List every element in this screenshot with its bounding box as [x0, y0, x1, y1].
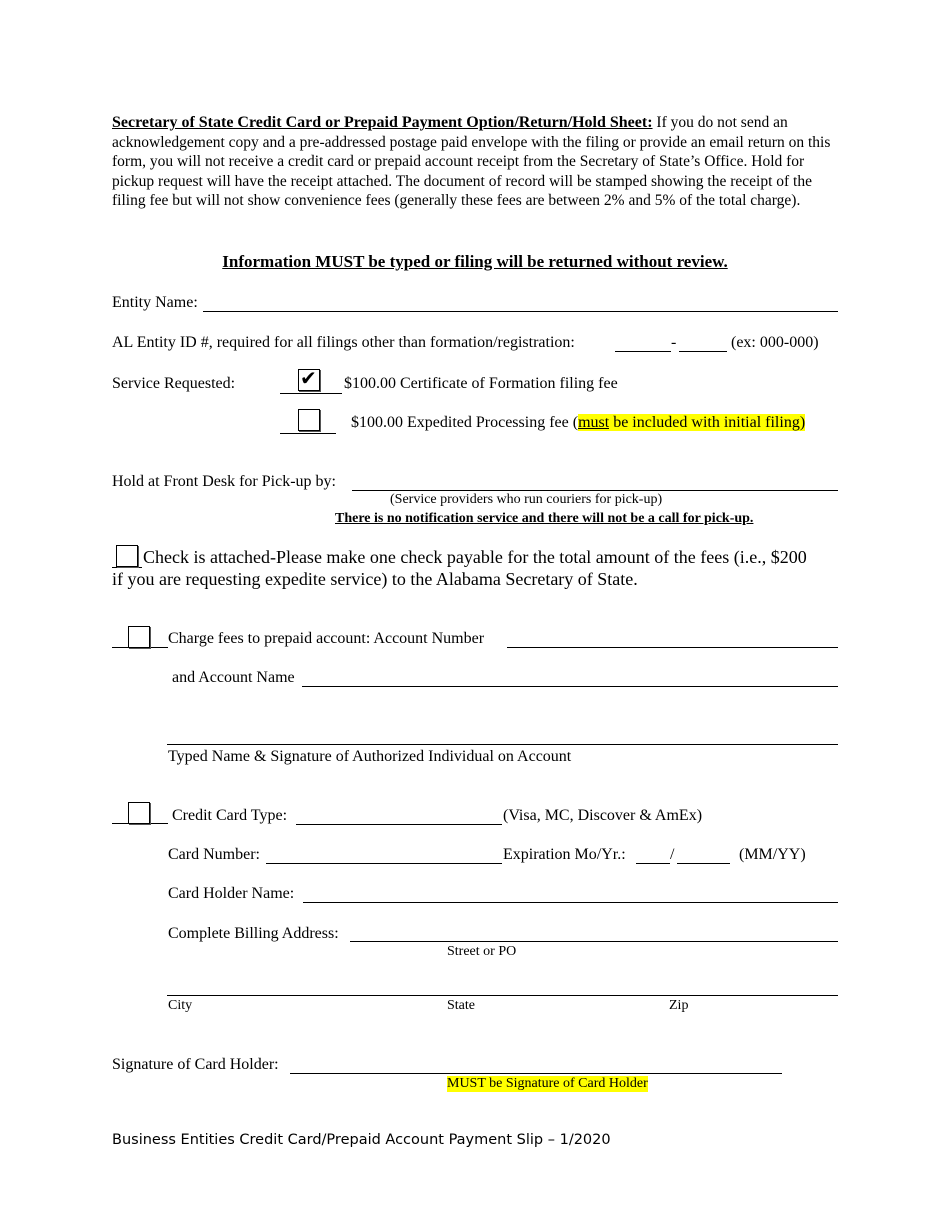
check-underline — [112, 567, 142, 568]
entity-id-label: AL Entity ID #, required for all filings other than formation/registration: — [112, 334, 575, 351]
entity-id-part1-field[interactable] — [615, 351, 671, 352]
zip-label: Zip — [669, 998, 689, 1013]
expedited-fee-checkbox[interactable] — [298, 409, 320, 431]
check-line1: Check is attached-Please make one check payable for the total amount of the fees (i.e., $200 — [143, 547, 807, 567]
formation-fee-label: $100.00 Certificate of Formation filing fee — [344, 375, 618, 392]
formation-fee-checkbox[interactable] — [298, 369, 320, 391]
service-option1-underline — [280, 393, 342, 394]
hold-warning: There is no notification service and there will not be a call for pick-up. — [335, 511, 754, 526]
card-holder-field[interactable] — [303, 902, 838, 903]
card-holder-label: Card Holder Name: — [168, 885, 295, 902]
card-type-field[interactable] — [296, 824, 502, 825]
expiration-hint: (MM/YY) — [739, 846, 806, 863]
service-label: Service Requested: — [112, 375, 236, 392]
credit-card-checkbox[interactable] — [128, 802, 150, 824]
prepaid-label: Charge fees to prepaid account: Account Number — [168, 630, 485, 647]
entity-id-dash: - — [671, 334, 677, 351]
hold-label: Hold at Front Desk for Pick-up by: — [112, 473, 336, 490]
card-number-field[interactable] — [266, 863, 502, 864]
hold-note: (Service providers who run couriers for pick-up) — [390, 492, 663, 507]
street-label: Street or PO — [447, 944, 517, 959]
hold-pickup-field[interactable] — [352, 490, 838, 491]
card-type-label: Credit Card Type: — [172, 807, 288, 824]
billing-address-label: Complete Billing Address: — [168, 925, 339, 942]
check-attached-checkbox[interactable] — [116, 545, 138, 567]
expedited-must-text: must — [578, 414, 610, 431]
account-number-field[interactable] — [507, 647, 838, 648]
authorized-signature-field[interactable] — [167, 744, 838, 745]
expedited-fee-text: $100.00 Expedited Processing fee ( — [351, 414, 579, 431]
expiration-year-field[interactable] — [677, 863, 730, 864]
account-name-label: and Account Name — [172, 669, 295, 686]
entity-id-part2-field[interactable] — [679, 351, 727, 352]
intro-title: Secretary of State Credit Card or Prepaid Payment Option/Return/Hold Sheet: — [112, 114, 653, 131]
expiration-label: Expiration Mo/Yr.: — [503, 846, 626, 863]
billing-city-state-zip-field[interactable] — [167, 995, 838, 996]
entity-id-example: (ex: 000-000) — [731, 334, 819, 351]
expiration-month-field[interactable] — [636, 863, 670, 864]
service-option2-underline — [280, 433, 336, 434]
intro-body: If you do not send an acknowledgement copy and a pre-addressed postage paid envelope with the filing or provide an email return on this form, you will not receive a credit card or prepaid account receipt from the Secretary of State’s Office. Hold for pickup request will have the receipt attached. The document of record will be stamped showing the receipt of the filing fee but will not show convenience fees (generally these fees are between 2% and 5% of the total charge). — [112, 114, 831, 209]
authorized-signature-label: Typed Name & Signature of Authorized Individual on Account — [168, 748, 572, 765]
footer-text: Business Entities Credit Card/Prepaid Account Payment Slip – 1/2020 — [112, 1132, 611, 1148]
signature-field[interactable] — [290, 1073, 782, 1074]
prepaid-checkbox[interactable] — [128, 626, 150, 648]
intro-paragraph — [112, 113, 838, 211]
expedited-fee-label — [351, 414, 805, 432]
expedited-note-text: be included with initial filing) — [609, 414, 806, 431]
typed-notice: Information MUST be typed or filing will be returned without review. — [222, 252, 728, 271]
city-label: City — [168, 998, 193, 1013]
signature-note: MUST be Signature of Card Holder — [447, 1076, 648, 1091]
check-line2: if you are requesting expedite service) to the Alabama Secretary of State. — [112, 569, 638, 589]
entity-name-field[interactable] — [203, 311, 838, 312]
entity-name-label: Entity Name: — [112, 294, 198, 311]
signature-label: Signature of Card Holder: — [112, 1056, 279, 1073]
expiration-slash: / — [670, 846, 675, 863]
card-type-hint: (Visa, MC, Discover & AmEx) — [503, 807, 703, 824]
billing-street-field[interactable] — [350, 941, 838, 942]
state-label: State — [447, 998, 475, 1013]
account-name-field[interactable] — [302, 686, 838, 687]
card-number-label: Card Number: — [168, 846, 260, 863]
